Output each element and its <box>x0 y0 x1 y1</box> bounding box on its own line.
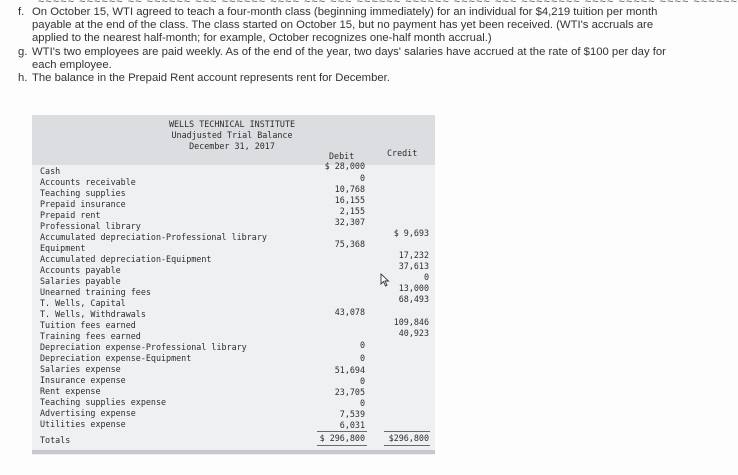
company-name: WELLS TECHNICAL INSTITUTE <box>168 119 296 129</box>
account-name: Teaching supplies expense <box>40 397 167 407</box>
instruction-f: f. On October 15, WTI agreed to teach a four-month class (beginning immediately) for an individual for $4,219 tuition per month payable at the end of the class. The class started on October 15, but no payment has yet been received. (WTI's accruals are applied to the nearest half-month; for example, October recognizes one-half month accrual.) <box>18 6 658 45</box>
account-name: Teaching supplies <box>40 188 126 198</box>
debit-header: Debit <box>329 151 355 161</box>
credit-double-rule <box>384 445 430 446</box>
account-name: Insurance expense <box>40 375 126 385</box>
credit-value: 0 <box>423 272 429 282</box>
account-name: Equipment <box>40 243 86 253</box>
debit-value: 0 <box>359 173 365 183</box>
statement-name: Unadjusted Trial Balance <box>171 130 293 140</box>
account-name: Accounts receivable <box>40 177 136 187</box>
account-name: Unearned training fees <box>40 287 151 297</box>
debit-value: 43,078 <box>334 307 365 317</box>
account-name: Utilities expense <box>40 419 126 429</box>
debit-value: 7,539 <box>339 409 365 419</box>
debit-value: 0 <box>359 398 365 408</box>
table-bottom-border <box>32 450 435 454</box>
instruction-h: h. The balance in the Prepaid Rent account represents rent for December. <box>18 72 390 85</box>
trial-balance-title <box>162 119 302 152</box>
account-name: Tuition fees earned <box>40 320 136 330</box>
debit-value: 0 <box>359 340 365 350</box>
debit-value: 23,705 <box>334 387 365 397</box>
credit-value: 17,232 <box>398 250 429 260</box>
instructions <box>18 6 688 85</box>
credit-value: 68,493 <box>398 294 429 304</box>
account-name: Depreciation expense-Professional library <box>40 342 247 352</box>
credit-header: Credit <box>387 148 418 158</box>
account-name: Accumulated depreciation-Professional library <box>40 232 267 242</box>
credit-total-rule <box>384 431 430 432</box>
account-name: T. Wells, Withdrawals <box>40 309 146 319</box>
account-name: Advertising expense <box>40 408 136 418</box>
debit-double-rule <box>317 445 367 446</box>
credit-value: 13,000 <box>398 283 429 293</box>
trial-balance-table <box>32 115 435 455</box>
account-name: Professional library <box>40 221 141 231</box>
debit-total-rule <box>317 431 367 432</box>
debit-value: $ 28,000 <box>324 161 365 171</box>
debit-value: 10,768 <box>334 184 365 194</box>
credit-value: $ 9,693 <box>393 228 429 238</box>
account-name: Accounts payable <box>40 265 121 275</box>
totals-label: Totals <box>40 435 71 445</box>
cropped-text-line: ~~~~~ ~~~~~~ ~~ ~~~~~~ ~~~ ~~~~~~ ~~~~ ~~~ ~~~ ~~~~~~ ~~~~~~ ~~~~~ ~~~ ~~~~~~~~ ~~~~ ~~~~~ ~~~~ ~~~~~~ <box>38 0 738 8</box>
debit-value: 0 <box>359 376 365 386</box>
credit-value: 109,846 <box>393 317 429 327</box>
debit-value: 32,307 <box>334 217 365 227</box>
account-name: Prepaid insurance <box>40 199 126 209</box>
account-name: Training fees earned <box>40 331 141 341</box>
credit-value: 37,613 <box>398 261 429 271</box>
debit-value: 75,368 <box>334 239 365 249</box>
debit-value: 51,694 <box>334 365 365 375</box>
account-name: Depreciation expense-Equipment <box>40 353 192 363</box>
total-credit: $296,800 <box>388 433 429 443</box>
debit-value: 2,155 <box>339 206 365 216</box>
trial-balance-header <box>32 115 435 165</box>
debit-value: 0 <box>359 353 365 363</box>
account-name: T. Wells, Capital <box>40 298 126 308</box>
account-name: Prepaid rent <box>40 210 101 220</box>
account-name: Salaries payable <box>40 276 121 286</box>
debit-value: 6,031 <box>339 420 365 430</box>
mouse-cursor-icon <box>380 273 392 287</box>
account-name: Accumulated depreciation-Equipment <box>40 254 212 264</box>
account-name: Salaries expense <box>40 364 121 374</box>
account-name: Rent expense <box>40 386 101 396</box>
trial-balance-body <box>32 148 435 455</box>
debit-value: 16,155 <box>334 195 365 205</box>
statement-date: December 31, 2017 <box>189 141 275 151</box>
total-debit: $ 296,800 <box>319 433 365 443</box>
instruction-g: g. WTI's two employees are paid weekly. As of the end of the year, two days' salaries have accrued at the rate of $100 per day for each employee. <box>18 45 666 71</box>
credit-value: 40,923 <box>398 328 429 338</box>
account-name: Cash <box>40 166 61 176</box>
